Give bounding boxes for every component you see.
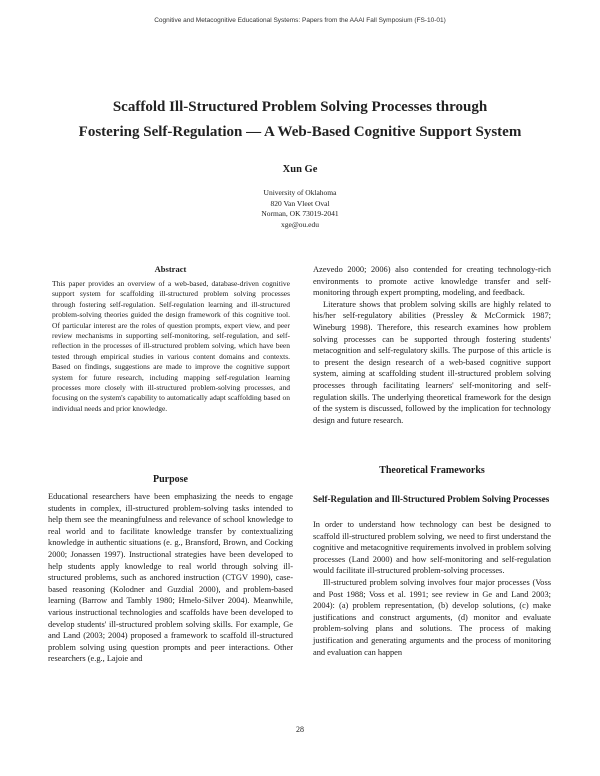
page-number: 28 [296, 725, 304, 734]
affiliation-line: University of Oklahoma [263, 188, 337, 197]
purpose-text: Educational researchers have been emphasizing the needs to engage students in complex, ill-structured problem-solving tasks intended to help them see the meaningfulness and relevance of school knowledge to real world and to facilitate knowledge transfer by contextualizing knowledge in authentic situations (e. g., Bransford, Brown, and Cocking 2000; Jonassen 1997). Instructional strategies have been developed to help students apply knowledge to real world through solving ill-structured problems, such as anchored instruction (CTGV 1990), case-based reasoning (Kolodner and Guzdial 2000), and problem-based learning (Barrow and Tambly 1980; Hmelo-Silver 2004). Meanwhile, various instructional technologies and scaffolds have been developed to develop students' ill-structured problem solving skills. For example, Ge and Land (2003; 2004) proposed a framework to scaffold ill-structured problem solving using question prompts and peer interactions. Other researchers (e.g., Lajoie and [48, 492, 293, 664]
paragraph: Azevedo 2000; 2006) also contended for creating technology-rich environments to promote active knowledge transfer and self-monitoring through expert prompting, modeling, and feedback. [313, 265, 551, 298]
abstract-text: This paper provides an overview of a web-based, database-driven cognitive support system for scaffolding ill-structured problem solving processes through fostering self-regulation. Self-regulation learning and ill-structured problem-solving theories guided the design framework of this cognitive tool. Of particular interest are the roles of question prompts, expert view, and peer review mechanisms in supporting self-monitoring, self-regulation, and self-reflection in the processes of ill-structured problem solving, which have been tested through empirical studies in various content domains and contexts. Based on findings, suggestions are made to improve the cognitive support system for future research, including mapping self-regulation learning processes more closely with ill-structured problem-solving processes, and focusing on the system's capability to automatically adapt scaffolding based on individual needs and prior knowledge. [52, 279, 290, 413]
author-affiliation [0, 188, 600, 230]
title-line-1: Scaffold Ill-Structured Problem Solving Processes through [112, 99, 488, 115]
right-column-body [313, 519, 551, 658]
paragraph: Ill-structured problem solving involves four major processes (Voss and Post 1988; Voss et al. 1991; see review in Ge and Land 2003; 2004): (a) problem representation, (b) develop solutions, (c) make justifications and construct arguments, (d) monitor and evaluate problem-solving plans and solutions. The process of making justification and generating arguments and the process of monitoring and evaluation can happen [313, 577, 551, 657]
paper-title [40, 95, 560, 145]
purpose-heading: Purpose [153, 474, 188, 485]
abstract-heading: Abstract [154, 264, 187, 274]
title-line-2: Fostering Self-Regulation — A Web-Based Cognitive Support System [78, 124, 522, 140]
running-header: Cognitive and Metacognitive Educational Systems: Papers from the AAAI Fall Symposium (FS-10-01) [154, 17, 446, 24]
author-name: Xun Ge [282, 164, 318, 175]
paragraph: Literature shows that problem solving skills are highly related to his/her self-regulatory abilities (Pressley & McCormick 1987; Wineburg 1998). Therefore, this research examines how problem solving processes can be supported through fostering students' metacognition and self-regulatory skills. The purpose of this article is to present the design research of a web-based cognitive support system, aiming at scaffolding student ill-structured problem solving processes through facilitating learners' self-monitoring and self-regulation skills. The underlying theoretical framework for the design of the system is discussed, followed by the implication for technology design and future research. [313, 299, 551, 425]
affiliation-line: 820 Van Vleet Oval [270, 198, 330, 208]
theoretical-frameworks-heading: Theoretical Frameworks [379, 465, 485, 476]
right-column-intro [313, 264, 551, 426]
subsection-heading: Self-Regulation and Ill-Structured Problem Solving Processes [313, 494, 550, 504]
author-email: xge@ou.edu [281, 219, 319, 229]
paragraph: In order to understand how technology can best be designed to scaffold ill-structured problem solving, we need to first understand the cognitive and metacognitive requirements involved in problem solving processes (Land 2000) and how self-monitoring and self-regulation would facilitate ill-structured problem-solving processes. [313, 520, 551, 576]
affiliation-line: Norman, OK 73019-2041 [261, 209, 339, 218]
